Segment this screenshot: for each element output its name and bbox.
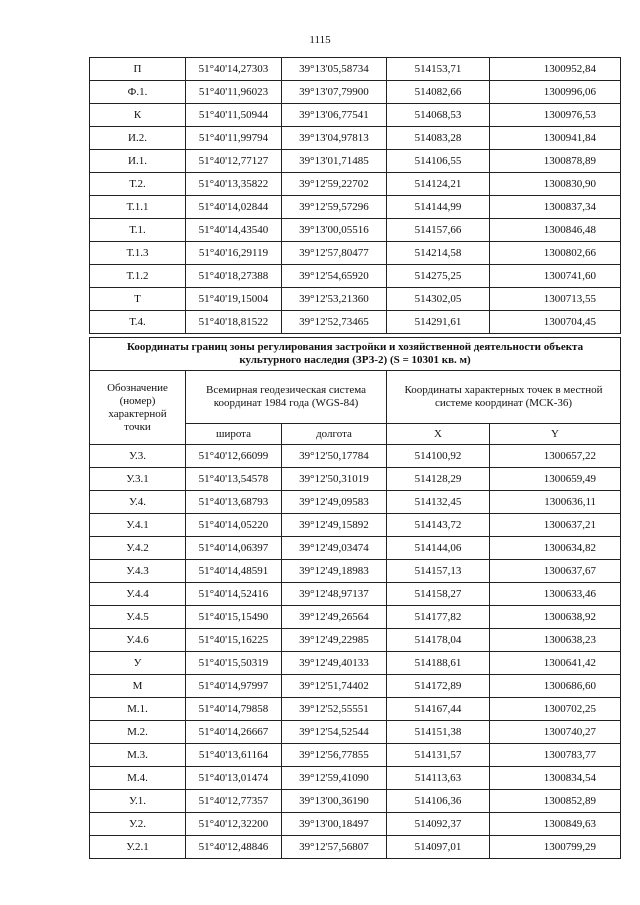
longitude-cell: 39°13'07,79900 [282,81,387,104]
latitude-cell: 51°40'13,68793 [186,491,282,514]
x-coordinate-cell: 514177,82 [387,606,490,629]
x-coordinate-cell: 514172,89 [387,675,490,698]
longitude-cell: 39°12'57,56807 [282,836,387,859]
table-row [90,583,621,606]
latitude-cell: 51°40'13,54578 [186,468,282,491]
point-designation: У.4.1 [90,514,186,537]
table-row [90,767,621,790]
x-coordinate-cell: 514153,71 [387,58,490,81]
subheader-latitude: широта [186,424,282,445]
longitude-cell: 39°12'49,09583 [282,491,387,514]
y-coordinate-cell: 1300996,06 [490,81,621,104]
longitude-cell: 39°12'51,74402 [282,675,387,698]
latitude-cell: 51°40'12,48846 [186,836,282,859]
x-coordinate-cell: 514157,13 [387,560,490,583]
longitude-cell: 39°12'50,31019 [282,468,387,491]
x-coordinate-cell: 514082,66 [387,81,490,104]
latitude-cell: 51°40'14,02844 [186,196,282,219]
latitude-cell: 51°40'11,99794 [186,127,282,150]
table-row [90,606,621,629]
longitude-cell: 39°13'00,18497 [282,813,387,836]
point-designation: М.3. [90,744,186,767]
point-designation: К [90,104,186,127]
x-coordinate-cell: 514157,66 [387,219,490,242]
latitude-cell: 51°40'15,50319 [186,652,282,675]
y-coordinate-cell: 1300834,54 [490,767,621,790]
longitude-cell: 39°12'57,80477 [282,242,387,265]
y-coordinate-cell: 1300637,21 [490,514,621,537]
table-row [90,675,621,698]
header-wgs84: Всемирная геодезическая система координат 1984 года (WGS-84) [186,371,387,424]
x-coordinate-cell: 514106,36 [387,790,490,813]
point-designation: У [90,652,186,675]
latitude-cell: 51°40'14,27303 [186,58,282,81]
point-designation: М.2. [90,721,186,744]
point-designation: П [90,58,186,81]
y-coordinate-cell: 1300852,89 [490,790,621,813]
y-coordinate-cell: 1300702,25 [490,698,621,721]
table-row [90,311,621,334]
table-row [90,652,621,675]
longitude-cell: 39°12'54,52544 [282,721,387,744]
table-row [90,790,621,813]
longitude-cell: 39°12'49,15892 [282,514,387,537]
longitude-cell: 39°12'49,26564 [282,606,387,629]
longitude-cell: 39°13'01,71485 [282,150,387,173]
table-row [90,58,621,81]
longitude-cell: 39°12'49,40133 [282,652,387,675]
x-coordinate-cell: 514188,61 [387,652,490,675]
table-title-row [90,338,621,371]
longitude-cell: 39°13'05,58734 [282,58,387,81]
x-coordinate-cell: 514158,27 [387,583,490,606]
point-designation: Т.2. [90,173,186,196]
latitude-cell: 51°40'12,77127 [186,150,282,173]
latitude-cell: 51°40'14,26667 [186,721,282,744]
table-row [90,537,621,560]
table-row [90,744,621,767]
latitude-cell: 51°40'14,06397 [186,537,282,560]
point-designation: Ф.1. [90,81,186,104]
table-row [90,836,621,859]
y-coordinate-cell: 1300849,63 [490,813,621,836]
point-designation: Т.1. [90,219,186,242]
y-coordinate-cell: 1300686,60 [490,675,621,698]
point-designation: Т.4. [90,311,186,334]
y-coordinate-cell: 1300638,23 [490,629,621,652]
longitude-cell: 39°12'52,55551 [282,698,387,721]
longitude-cell: 39°12'56,77855 [282,744,387,767]
point-designation: У.4. [90,491,186,514]
latitude-cell: 51°40'12,77357 [186,790,282,813]
latitude-cell: 51°40'14,48591 [186,560,282,583]
y-coordinate-cell: 1300878,89 [490,150,621,173]
point-designation: Т [90,288,186,311]
y-coordinate-cell: 1300637,67 [490,560,621,583]
table-row [90,698,621,721]
y-coordinate-cell: 1300659,49 [490,468,621,491]
table-row [90,813,621,836]
y-coordinate-cell: 1300799,29 [490,836,621,859]
longitude-cell: 39°12'48,97137 [282,583,387,606]
latitude-cell: 51°40'16,29119 [186,242,282,265]
longitude-cell: 39°12'49,03474 [282,537,387,560]
table-row [90,265,621,288]
latitude-cell: 51°40'19,15004 [186,288,282,311]
latitude-cell: 51°40'12,66099 [186,445,282,468]
point-designation: И.1. [90,150,186,173]
x-coordinate-cell: 514132,45 [387,491,490,514]
y-coordinate-cell: 1300802,66 [490,242,621,265]
y-coordinate-cell: 1300846,48 [490,219,621,242]
table-row [90,721,621,744]
latitude-cell: 51°40'14,97997 [186,675,282,698]
x-coordinate-cell: 514302,05 [387,288,490,311]
x-coordinate-cell: 514068,53 [387,104,490,127]
longitude-cell: 39°12'49,22985 [282,629,387,652]
subheader-x: X [387,424,490,445]
point-designation: У.2. [90,813,186,836]
table-row [90,629,621,652]
latitude-cell: 51°40'13,01474 [186,767,282,790]
point-designation: У.1. [90,790,186,813]
point-designation: У.4.2 [90,537,186,560]
table-row [90,288,621,311]
y-coordinate-cell: 1300976,53 [490,104,621,127]
y-coordinate-cell: 1300713,55 [490,288,621,311]
y-coordinate-cell: 1300633,46 [490,583,621,606]
y-coordinate-cell: 1300783,77 [490,744,621,767]
table-row [90,127,621,150]
point-designation: М.4. [90,767,186,790]
y-coordinate-cell: 1300740,27 [490,721,621,744]
latitude-cell: 51°40'14,52416 [186,583,282,606]
subheader-y: Y [490,424,621,445]
y-coordinate-cell: 1300941,84 [490,127,621,150]
table-title: Координаты границ зоны регулирования застройки и хозяйственной деятельности объекта культурного наследия (ЗРЗ-2) (S = 10301 кв. м) [90,338,621,371]
longitude-cell: 39°12'59,22702 [282,173,387,196]
point-designation: У.4.4 [90,583,186,606]
longitude-cell: 39°13'00,36190 [282,790,387,813]
latitude-cell: 51°40'18,27388 [186,265,282,288]
point-designation: У.4.5 [90,606,186,629]
latitude-cell: 51°40'11,96023 [186,81,282,104]
x-coordinate-cell: 514144,06 [387,537,490,560]
x-coordinate-cell: 514291,61 [387,311,490,334]
table-row [90,468,621,491]
longitude-cell: 39°12'49,18983 [282,560,387,583]
x-coordinate-cell: 514143,72 [387,514,490,537]
longitude-cell: 39°13'00,05516 [282,219,387,242]
point-designation: У.2.1 [90,836,186,859]
point-designation: Т.1.2 [90,265,186,288]
point-designation: М.1. [90,698,186,721]
y-coordinate-cell: 1300952,84 [490,58,621,81]
point-designation: У.3.1 [90,468,186,491]
table-row [90,81,621,104]
latitude-cell: 51°40'14,43540 [186,219,282,242]
y-coordinate-cell: 1300641,42 [490,652,621,675]
y-coordinate-cell: 1300837,34 [490,196,621,219]
coordinates-table-zrz2 [89,337,621,859]
longitude-cell: 39°12'59,57296 [282,196,387,219]
x-coordinate-cell: 514151,38 [387,721,490,744]
latitude-cell: 51°40'14,05220 [186,514,282,537]
x-coordinate-cell: 514083,28 [387,127,490,150]
y-coordinate-cell: 1300704,45 [490,311,621,334]
point-designation: М [90,675,186,698]
x-coordinate-cell: 514092,37 [387,813,490,836]
latitude-cell: 51°40'15,15490 [186,606,282,629]
longitude-cell: 39°13'06,77541 [282,104,387,127]
longitude-cell: 39°12'50,17784 [282,445,387,468]
latitude-cell: 51°40'12,32200 [186,813,282,836]
table-row [90,514,621,537]
y-coordinate-cell: 1300830,90 [490,173,621,196]
longitude-cell: 39°12'54,65920 [282,265,387,288]
point-designation: И.2. [90,127,186,150]
x-coordinate-cell: 514097,01 [387,836,490,859]
x-coordinate-cell: 514167,44 [387,698,490,721]
table2-header [90,338,621,445]
x-coordinate-cell: 514113,63 [387,767,490,790]
point-designation: У.4.6 [90,629,186,652]
coordinates-table-continued [89,57,621,334]
y-coordinate-cell: 1300634,82 [490,537,621,560]
header-row [90,371,621,424]
table-row [90,173,621,196]
x-coordinate-cell: 514131,57 [387,744,490,767]
table-row [90,150,621,173]
table-row [90,219,621,242]
point-designation: У.4.3 [90,560,186,583]
longitude-cell: 39°12'53,21360 [282,288,387,311]
header-designation: Обозначение (номер) характерной точки [90,371,186,445]
x-coordinate-cell: 514178,04 [387,629,490,652]
page-number: 1115 [309,34,331,46]
x-coordinate-cell: 514214,58 [387,242,490,265]
x-coordinate-cell: 514275,25 [387,265,490,288]
latitude-cell: 51°40'11,50944 [186,104,282,127]
y-coordinate-cell: 1300741,60 [490,265,621,288]
x-coordinate-cell: 514144,99 [387,196,490,219]
x-coordinate-cell: 514124,21 [387,173,490,196]
table-row [90,196,621,219]
longitude-cell: 39°12'52,73465 [282,311,387,334]
table-row [90,104,621,127]
y-coordinate-cell: 1300636,11 [490,491,621,514]
longitude-cell: 39°12'59,41090 [282,767,387,790]
x-coordinate-cell: 514100,92 [387,445,490,468]
table-row [90,445,621,468]
point-designation: Т.1.1 [90,196,186,219]
latitude-cell: 51°40'18,81522 [186,311,282,334]
x-coordinate-cell: 514128,29 [387,468,490,491]
latitude-cell: 51°40'14,79858 [186,698,282,721]
table-row [90,491,621,514]
y-coordinate-cell: 1300638,92 [490,606,621,629]
point-designation: У.3. [90,445,186,468]
table-row [90,242,621,265]
latitude-cell: 51°40'13,61164 [186,744,282,767]
y-coordinate-cell: 1300657,22 [490,445,621,468]
x-coordinate-cell: 514106,55 [387,150,490,173]
latitude-cell: 51°40'13,35822 [186,173,282,196]
longitude-cell: 39°13'04,97813 [282,127,387,150]
table-row [90,560,621,583]
header-msk36: Координаты характерных точек в местной системе координат (МСК-36) [387,371,621,424]
point-designation: Т.1.3 [90,242,186,265]
table2-body [90,445,621,859]
latitude-cell: 51°40'15,16225 [186,629,282,652]
table1-body [90,58,621,334]
subheader-longitude: долгота [282,424,387,445]
